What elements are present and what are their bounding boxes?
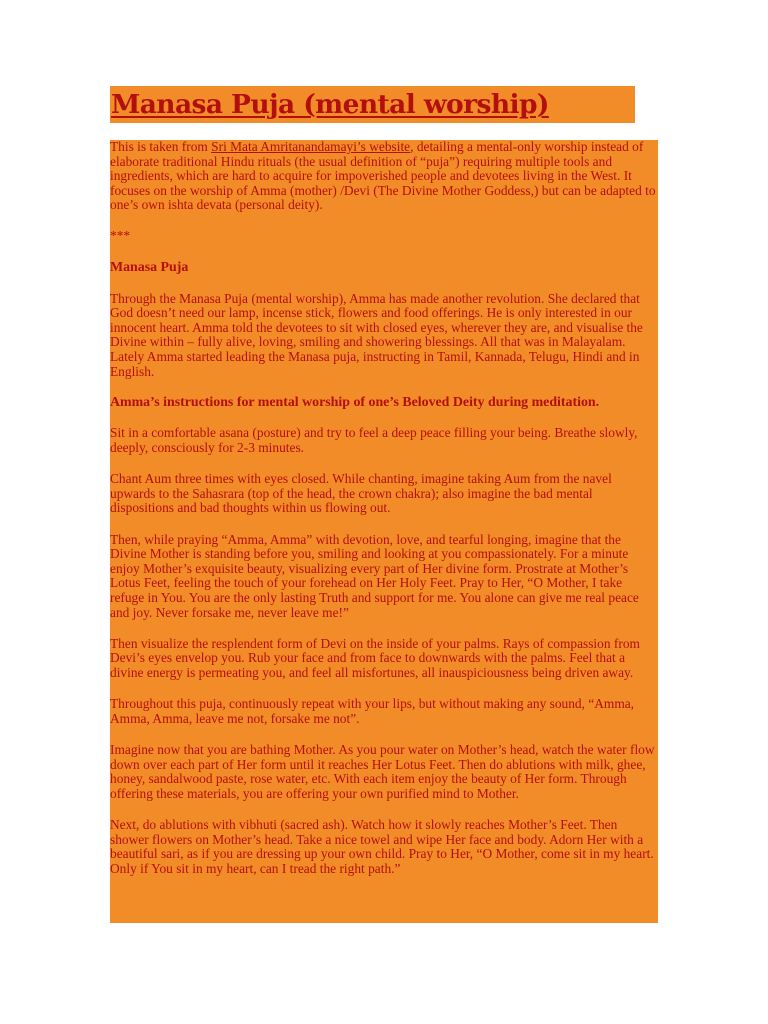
intro-text-before-link: This is taken from bbox=[110, 140, 212, 154]
paragraph-praying: Then, while praying “Amma, Amma” with devotion, love, and tearful longing, imagine that the Divine Mother is standing before you, smiling and looking at you compassionately. For a minute enjoy Mother’s exquisite beauty, visualizing every part of Her divine form. Prostrate at Mother’s Lotus Feet, feeling the touch of your forehead on Her Holy Feet. Pray to Her, “O Mother, I take refuge in You. You are the only lasting Truth and support for me. You alone can give me real peace and joy. Never forsake me, never leave me!” bbox=[110, 531, 639, 620]
paragraph-bathing: Imagine now that you are bathing Mother. As you pour water on Mother’s head, watch the water flow down over each part of Her form until it reaches Her Lotus Feet. Then do ablutions with milk, ghee, honey, sandalwood paste, rose water, etc. With each item enjoy the beauty of Her form. Through offering these materials, you are offering your own purified mind to Mother. bbox=[110, 741, 655, 801]
article-body bbox=[110, 140, 658, 923]
paragraph-vibhuti: Next, do ablutions with vibhuti (sacred ash). Watch how it slowly reaches Mother’s Feet. Then shower flowers on Mother’s head. Take a nice towel and wipe Her face and body. Adorn Her with a beautiful sari, as if you are dressing up your own child. Pray to Her, “O Mother, come sit in my heart. Only if You sit in my heart, can I tread the right path.” bbox=[110, 816, 654, 876]
paragraph-repeat: Throughout this puja, continuously repeat with your lips, but without making any sound, “Amma, Amma, Amma, leave me not, forsake me not”. bbox=[110, 696, 635, 726]
paragraph-palms: Then visualize the resplendent form of Devi on the inside of your palms. Rays of compassion from Devi’s eyes envelop you. Rub your face and from face to downwards with the palms. Feel that a divine energy is permeating you, and feel all misfortunes, all inauspiciousness being driven away. bbox=[110, 635, 640, 680]
instructions-heading: Amma’s instructions for mental worship of one’s Beloved Deity during meditation. bbox=[110, 394, 600, 410]
paragraph-posture: Sit in a comfortable asana (posture) and try to feel a deep peace filling your being. Breathe slowly, deeply, consciously for 2-3 minutes. bbox=[110, 425, 638, 456]
paragraph-revolution: Through the Manasa Puja (mental worship), Amma has made another revolution. She declared that God doesn’t need our lamp, incense stick, flowers and food offerings. He is only interested in our innocent heart. Amma told the devotees to sit with closed eyes, wherever they are, and visualise the Divine within – fully alive, loving, smiling and showering blessings. All that was in Malayalam. Lately Amma started leading the Manasa puja, instructing in Tamil, Kannada, Telugu, Hindi and in English. bbox=[110, 290, 643, 379]
separator: *** bbox=[110, 228, 131, 244]
source-website-link[interactable]: Sri Mata Amritanandamayi’s website bbox=[211, 140, 411, 154]
paragraph-chant-aum: Chant Aum three times with eyes closed. While chanting, imagine taking Aum from the navel upwards to the Sahasrara (top of the head, the crown chakra); also imagine the bad mental dispositions and bad thoughts within us flowing out. bbox=[110, 471, 612, 516]
title-highlight bbox=[110, 86, 635, 123]
section-heading: Manasa Puja bbox=[110, 259, 189, 275]
intro-paragraph bbox=[110, 140, 658, 213]
page-title[interactable]: Manasa Puja (mental worship) bbox=[111, 89, 549, 120]
intro-text-after-link: , detailing a mental-only worship instead of elaborate traditional Hindu rituals (the usual definition of “puja”) requiring multiple tools and ingredients, which are hard to acquire for impoverished people and devotees living in the West. It focuses on the worship of Amma (mother) /Devi (The Divine Mother Goddess,) but can be adapted to one’s own ishta devata (personal deity). bbox=[110, 140, 656, 213]
